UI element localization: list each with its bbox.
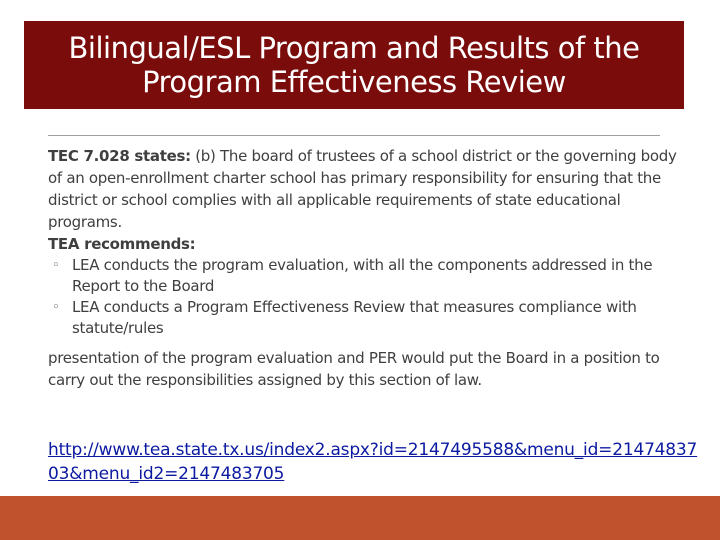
slide-title: Bilingual/ESL Program and Results of the Program Effectiveness Review [68,31,640,99]
slide-body [48,145,678,391]
bullet-circle-icon: ◦ [52,300,60,315]
bullet-circle-icon: ◦ [52,258,60,273]
list-item-text: LEA conducts the program evaluation, with all the components addressed in the Report to the Board [72,256,653,295]
list-item [48,255,678,297]
list-item [48,297,678,339]
title-banner [24,21,684,109]
list-item-text: LEA conducts a Program Effectiveness Review that measures compliance with statute/rules [72,298,637,337]
tea-link[interactable]: http://www.tea.state.tx.us/index2.aspx?id=2147495588&menu_id=2147483703&menu_id2=2147483705 [48,440,698,484]
recommendation-list [48,255,678,339]
closing-paragraph: presentation of the program evaluation and PER would put the Board in a position to carry out the responsibilities assigned by this section of law. [48,349,660,389]
recommends-label: TEA recommends: [48,235,196,253]
tec-label: TEC 7.028 states: [48,147,191,165]
tec-statement [48,145,678,233]
divider-line [48,135,660,136]
recommends-heading [48,233,678,255]
tec-body: (b) The board of trustees of a school district or the governing body of an open-enrollment charter school has primary responsibility for ensuring that the district or school complies with all applicable requirements of state educational programs. [48,147,677,231]
footer-bar [0,496,720,540]
